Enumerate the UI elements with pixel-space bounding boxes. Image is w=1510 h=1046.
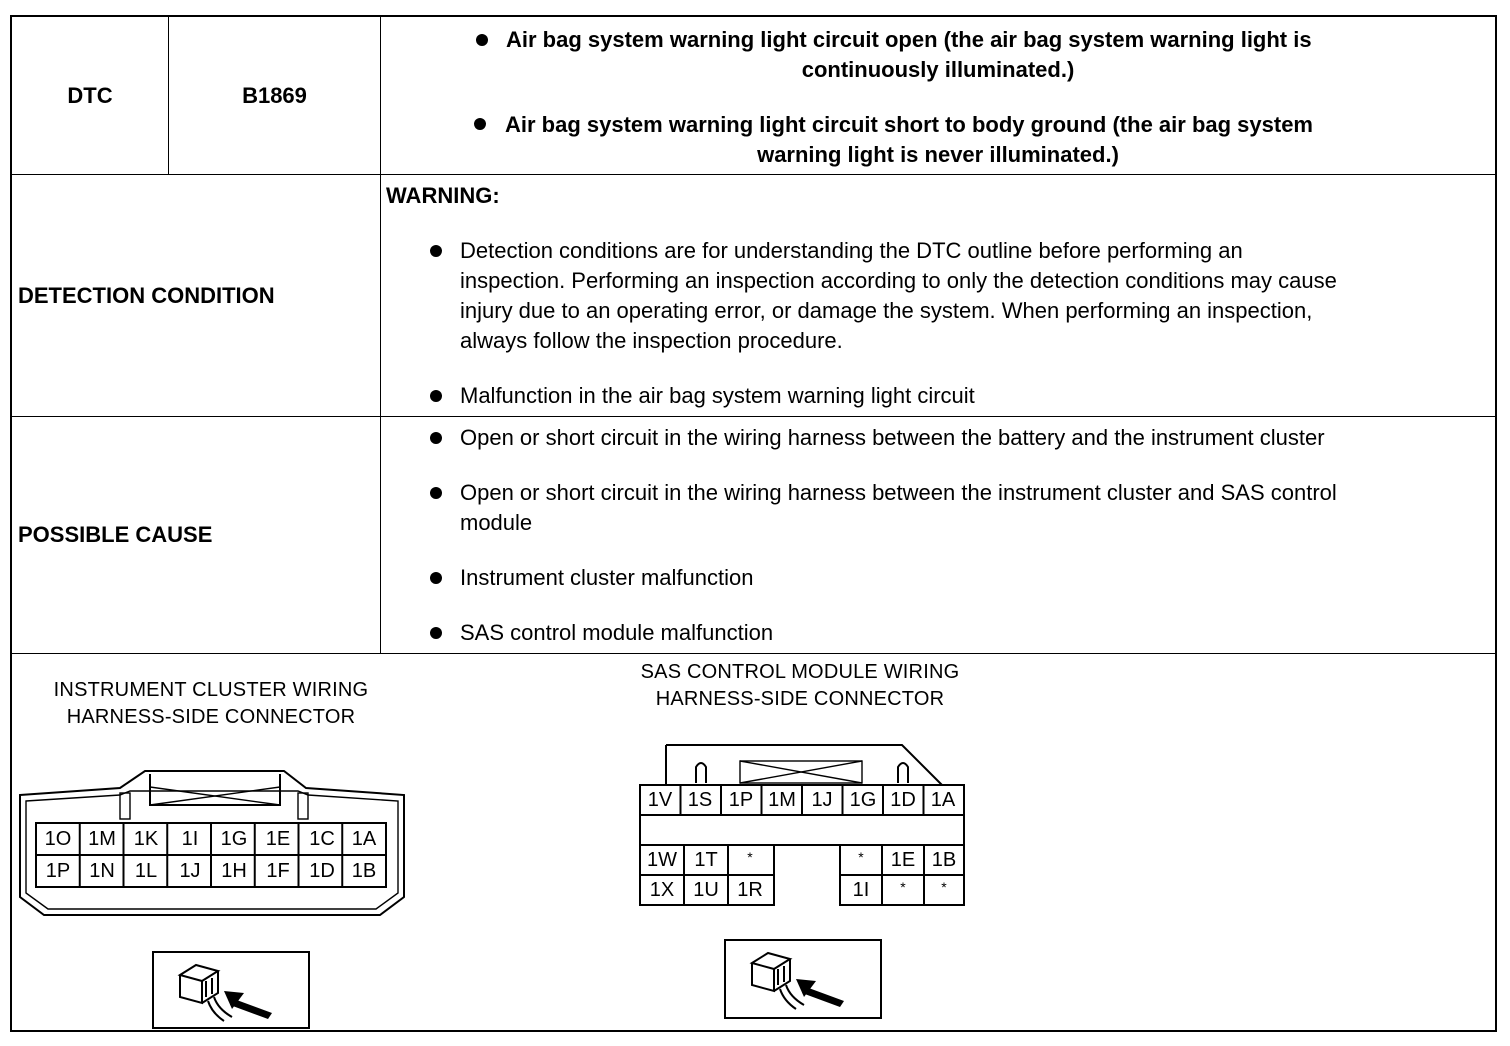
pin-label: 1R: [737, 879, 763, 901]
pin-label: 1J: [179, 860, 201, 882]
pin-label: 1F: [266, 860, 290, 882]
pin-label: 1I: [181, 828, 199, 850]
pin-label: 1H: [221, 860, 247, 882]
pin-label: 1M: [768, 789, 796, 811]
column-divider: [380, 17, 381, 654]
pin-label: 1A: [351, 828, 377, 850]
warning-heading: WARNING:: [386, 183, 500, 208]
pin-label: *: [858, 849, 864, 865]
pin-label: *: [941, 879, 947, 895]
pin-label: 1B: [351, 860, 377, 882]
pin-label: 1G: [849, 789, 877, 811]
pin-label: *: [900, 879, 906, 895]
pin-label: 1X: [649, 879, 675, 901]
pin-label: 1N: [89, 860, 115, 882]
pin-label: 1P: [728, 789, 754, 811]
sas-connector-title: SAS CONTROL MODULE WIRING HARNESS-SIDE CONNECTOR: [640, 661, 960, 710]
pin-label: 1B: [931, 849, 957, 871]
dtc-label: DTC: [67, 82, 113, 108]
pin-label: 1E: [265, 828, 291, 850]
pin-label: 1M: [88, 828, 116, 850]
pin-label: 1A: [930, 789, 956, 811]
pin-label: 1K: [133, 828, 159, 850]
row-divider: [12, 653, 1495, 654]
pin-label: 1D: [890, 789, 916, 811]
pin-label: 1C: [309, 828, 335, 850]
pin-label: 1T: [694, 849, 718, 871]
pin-label: 1W: [647, 849, 677, 871]
detection-condition-label: DETECTION CONDITION: [18, 282, 275, 308]
possible-cause-label: POSSIBLE CAUSE: [18, 522, 213, 547]
pin-label: 1S: [687, 789, 713, 811]
pin-label: 1O: [44, 828, 72, 850]
pin-label: *: [747, 849, 753, 865]
pin-label: 1D: [309, 860, 335, 882]
pin-label: 1J: [811, 789, 833, 811]
pin-label: 1I: [852, 879, 870, 901]
pin-label: 1P: [45, 860, 71, 882]
instrument-connector-title: INSTRUMENT CLUSTER WIRING HARNESS-SIDE CONNECTOR: [53, 679, 369, 728]
dtc-sheet: DTC B1869 Air bag system warning light circuit open (the air bag system warning light is continuously illuminated.) Air bag system warning light circuit short to body ground (the air bag system warning light is never illuminated.) DETECTION CONDITION WARNING: Detection conditions are for understanding the DTC outline before performing an inspection. Performing an inspection according to only the detection conditions may cause injury due to an operating error, or damage the system. When performing an inspection, always follow the inspection procedure. Malfunction in the air bag system warning light circuit POSSIBLE CAUSE Open or short circuit in the wiring harness between the battery and the instrument cluster Open or short circuit in the wiring harness between the instrument cluster and SAS control module Instrument cluster malfunction SAS control module malfunction INSTRUMENT CLUSTER WIRING HARNESS-SIDE CONNECTOR SAS CONTROL MODULE WIRING HARNESS-SIDE CONNECTOR 1O 1M 1K 1I 1G 1E 1C 1A 1P 1N 1L 1J 1H 1F 1D 1B 1V 1S 1P 1M 1J 1G 1D 1A 1W 1T * 1X 1U 1R * 1E 1B 1I * *: [10, 15, 1497, 1032]
pin-label: 1E: [890, 849, 916, 871]
pin-label: 1V: [647, 789, 673, 811]
dtc-code: B1869: [242, 82, 307, 108]
connector-view-direction-icon: [724, 939, 882, 1019]
pin-label: 1L: [134, 860, 158, 882]
connector-view-direction-icon: [152, 951, 310, 1029]
pin-label: 1G: [220, 828, 248, 850]
pin-label: 1U: [693, 879, 719, 901]
